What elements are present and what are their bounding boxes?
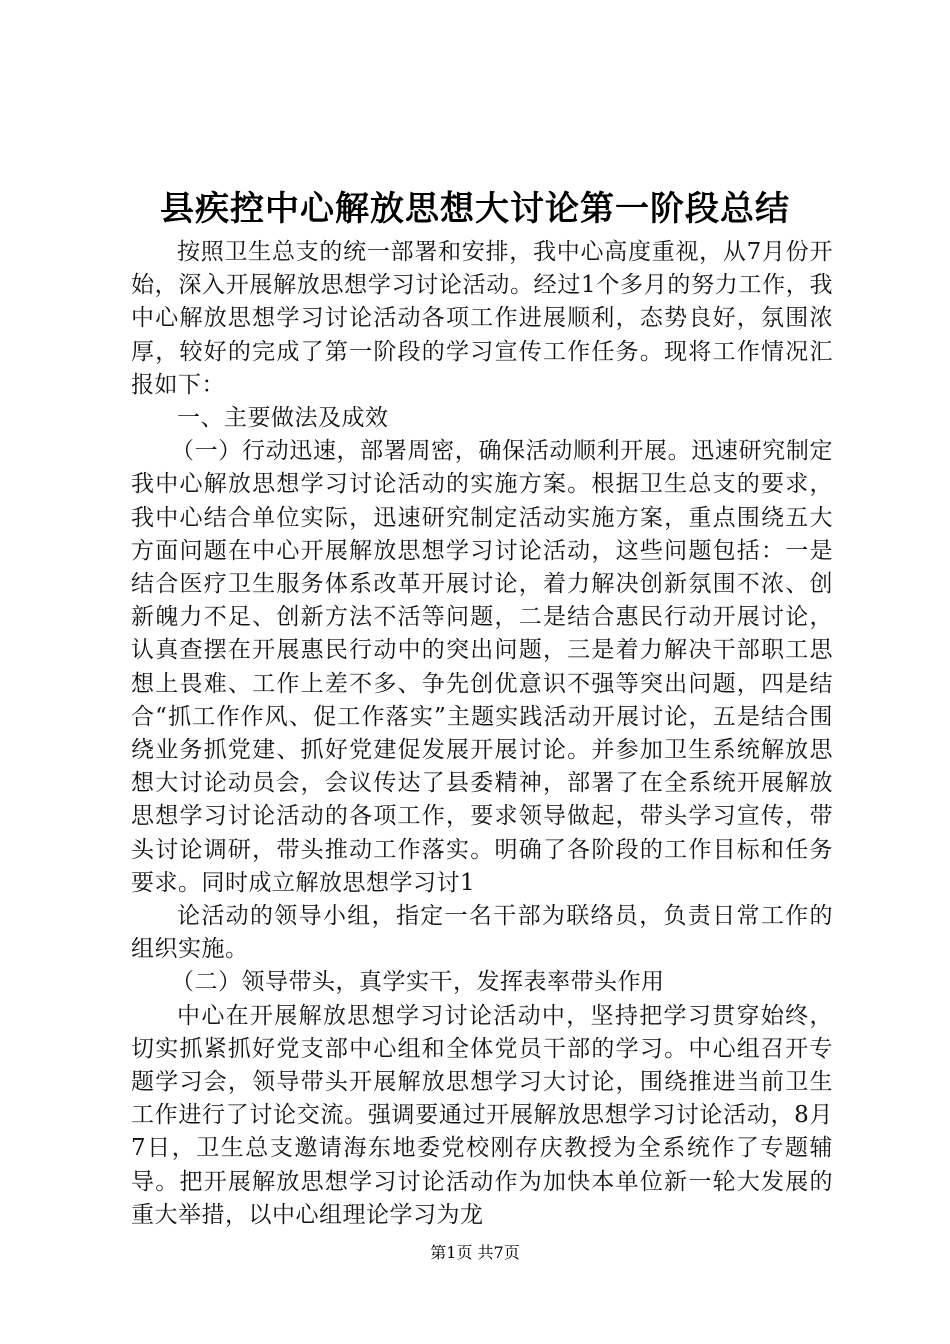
paragraph-subsection-1: （一）行动迅速，部署周密，确保活动顺利开展。迅速研究制定我中心解放思想学习讨论活动的实施方案。根据卫生总支的要求，我中心结合单位实际，迅速研究制定活动实施方案，重点围绕五大方面问题在中心开展解放思想学习讨论活动，这些问题包括：一是结合医疗卫生服务体系改革开展讨论，着力解决创新氛围不浓、创新魄力不足、创新方法不活等问题，二是结合惠民行动开展讨论，认真查摆在开展惠民行动中的突出问题，三是着力解决干部职工思想上畏难、工作上差不多、争先创优意识不强等突出问题，四是结合“抓工作作风、促工作落实”主题实践活动开展讨论，五是结合围绕业务抓党建、抓好党建促发展开展讨论。并参加卫生系统解放思想大讨论动员会，会议传达了县委精神，部署了在全系统开展解放思想学习讨论活动的各项工作，要求领导做起，带头学习宣传，带头讨论调研，带头推动工作落实。明确了各阶段的工作目标和任务要求。同时成立解放思想学习讨1 [131, 438, 833, 896]
section-heading-main-practices: 一、主要做法及成效 [177, 405, 389, 432]
paragraph-subsection-2: 中心在开展解放思想学习讨论活动中，坚持把学习贯穿始终，切实抓紧抓好党支部中心组和全体党员干部的学习。中心组召开专题学习会，领导带头开展解放思想学习大讨论，围绕推进当前卫生工作进行了讨论交流。强调要通过开展解放思想学习讨论活动，8月7日，卫生总支邀请海东地委党校刚存庆教授为全系统作了专题辅导。把开展解放思想学习讨论活动作为加快本单位新一轮大发展的重大举措，以中心组理论学习为龙 [131, 1002, 833, 1228]
paragraph-intro: 按照卫生总支的统一部署和安排，我中心高度重视，从7月份开始，深入开展解放思想学习讨论活动。经过1个多月的努力工作，我中心解放思想学习讨论活动各项工作进展顺利，态势良好，氛围浓厚，较好的完成了第一阶段的学习宣传工作任务。现将工作情况汇报如下： [131, 239, 833, 398]
document-body [131, 236, 833, 1232]
subsection-heading-2: （二）领导带头，真学实干，发挥表率带头作用 [171, 969, 665, 996]
paragraph-continuation: 论活动的领导小组，指定一名干部为联络员，负责日常工作的组织实施。 [131, 903, 833, 963]
page-footer: 第1页 共7页 [430, 1243, 520, 1262]
document-title: 县疾控中心解放思想大讨论第一阶段总结 [160, 189, 790, 229]
